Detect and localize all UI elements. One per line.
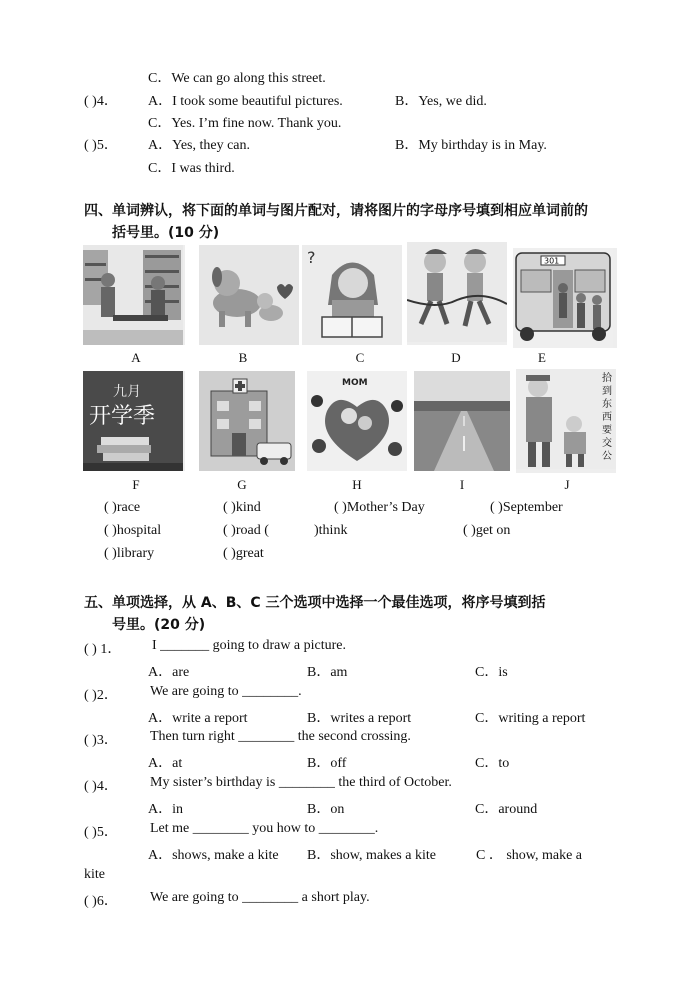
svg-text:?: ? xyxy=(307,248,316,267)
mc-q2-option-a: A．write a report xyxy=(148,711,248,726)
picture-j-kind xyxy=(516,369,616,473)
word-library[interactable]: ( )library xyxy=(104,546,155,561)
picture-d-label: D xyxy=(451,350,461,365)
mc-q2-paren[interactable]: ( )2． xyxy=(84,688,118,703)
mc-q5-paren[interactable]: ( )5． xyxy=(84,825,118,840)
j-sign-char-2: 到 xyxy=(602,386,612,397)
mc-q5-stem: Let me ________ you how to ________. xyxy=(150,821,379,836)
mc-q2-stem: We are going to ________. xyxy=(150,684,302,699)
mc-q3-paren[interactable]: ( )3． xyxy=(84,733,118,748)
bus-illustration xyxy=(513,248,613,348)
picture-a-library xyxy=(83,245,185,345)
f-text-line2: 开学季 xyxy=(89,404,156,429)
mc-q5-option-c-wrap: kite xyxy=(84,867,105,882)
word-get-on[interactable]: ( )get on xyxy=(463,523,511,538)
hospital-illustration xyxy=(199,371,295,471)
mc-q5-option-b: B．show, makes a kite xyxy=(307,848,436,863)
picture-g-label: G xyxy=(237,477,247,492)
q5-paren[interactable]: ( )5． xyxy=(84,138,118,153)
mc-q6-paren[interactable]: ( )6． xyxy=(84,894,118,909)
j-sign-char-1: 拾 xyxy=(602,373,612,384)
picture-i-road xyxy=(414,371,510,471)
j-sign-char-4: 西 xyxy=(602,412,612,423)
word-think[interactable]: )think xyxy=(314,523,348,538)
word-road[interactable]: ( )road ( xyxy=(223,523,269,538)
picture-c-girl-thinking xyxy=(302,245,402,345)
part4-title-line1: 四、单词辨认，将下面的单词与图片配对，请将图片的字母序号填到相应单词前的 xyxy=(84,203,588,219)
j-sign-char-3: 东 xyxy=(602,399,612,410)
word-great[interactable]: ( )great xyxy=(223,546,264,561)
mc-q2-option-b: B．writes a report xyxy=(307,711,412,726)
picture-f-september xyxy=(83,371,185,471)
picture-j-label: J xyxy=(564,477,570,492)
part4-title-line2: 括号里。(10 分) xyxy=(112,225,220,241)
q5-option-b: B．My birthday is in May. xyxy=(395,138,547,153)
girl-thinking-illustration xyxy=(302,245,402,345)
word-kind[interactable]: ( )kind xyxy=(223,500,261,515)
picture-a-label: A xyxy=(131,350,141,365)
picture-h-label: H xyxy=(352,477,362,492)
part5-title-line2: 号里。(20 分) xyxy=(112,617,206,633)
q5-option-c: C．I was third. xyxy=(148,161,235,176)
kind-illustration xyxy=(516,369,616,469)
picture-e-label: E xyxy=(538,350,546,365)
h-mom-text: MOM xyxy=(342,378,368,388)
q3-option-c: C．We can go along this street. xyxy=(148,71,326,86)
mc-q4-paren[interactable]: ( )4． xyxy=(84,779,118,794)
bus-number: 301 xyxy=(544,256,560,266)
mothers-day-illustration xyxy=(307,371,407,471)
road-illustration xyxy=(414,371,510,471)
q4-option-a: A．I took some beautiful pictures. xyxy=(148,94,343,109)
mc-q1-stem: I _______ going to draw a picture. xyxy=(152,638,347,653)
mc-q4-option-a: A．in xyxy=(148,802,183,817)
f-text-line1: 九月 xyxy=(113,384,141,400)
word-hospital[interactable]: ( )hospital xyxy=(104,523,162,538)
dogs-illustration xyxy=(199,245,299,345)
picture-e-bus xyxy=(513,248,617,348)
picture-g-hospital xyxy=(199,371,295,471)
mc-q1-option-c: C．is xyxy=(475,665,508,680)
j-sign-char-7: 公 xyxy=(602,451,612,462)
mc-q2-option-c: C．writing a report xyxy=(475,711,586,726)
picture-i-label: I xyxy=(459,477,465,492)
september-illustration xyxy=(83,371,183,471)
mc-q3-stem: Then turn right ________ the second crossing. xyxy=(150,729,411,744)
mc-q1-option-a: A．are xyxy=(148,665,190,680)
mc-q5-option-a: A．shows, make a kite xyxy=(148,848,279,863)
picture-h-mothers-day xyxy=(307,371,407,471)
mc-q3-option-b: B．off xyxy=(307,756,347,771)
picture-b-dogs xyxy=(199,245,299,345)
mc-q3-option-c: C．to xyxy=(475,756,510,771)
mc-q3-option-a: A．at xyxy=(148,756,183,771)
mc-q6-stem: We are going to ________ a short play. xyxy=(150,890,370,905)
q5-option-a: A．Yes, they can. xyxy=(148,138,251,153)
j-sign-char-5: 要 xyxy=(602,425,612,436)
mc-q4-option-b: B．on xyxy=(307,802,345,817)
picture-f-label: F xyxy=(132,477,140,492)
mc-q1-option-b: B．am xyxy=(307,665,348,680)
picture-b-label: B xyxy=(238,350,248,365)
word-race[interactable]: ( )race xyxy=(104,500,141,515)
picture-d-race xyxy=(407,242,507,345)
word-mothers-day[interactable]: ( )Mother’s Day xyxy=(334,500,425,515)
mc-q4-stem: My sister’s birthday is ________ the third of October. xyxy=(150,775,452,790)
picture-c-label: C xyxy=(355,350,365,365)
race-illustration xyxy=(407,242,507,342)
mc-q5-option-c: C ． show, make a xyxy=(476,848,583,863)
q4-option-c: C．Yes. I’m fine now. Thank you. xyxy=(148,116,342,131)
word-september[interactable]: ( )September xyxy=(490,500,563,515)
part5-title-line1: 五、单项选择，从 A、B、C 三个选项中选择一个最佳选项，将序号填到括 xyxy=(84,595,546,611)
library-illustration xyxy=(83,245,183,345)
j-sign-char-6: 交 xyxy=(602,438,612,449)
mc-q1-paren[interactable]: ( ) 1． xyxy=(84,642,122,657)
q4-option-b: B．Yes, we did. xyxy=(395,94,487,109)
q4-paren[interactable]: ( )4． xyxy=(84,94,118,109)
mc-q4-option-c: C．around xyxy=(475,802,538,817)
